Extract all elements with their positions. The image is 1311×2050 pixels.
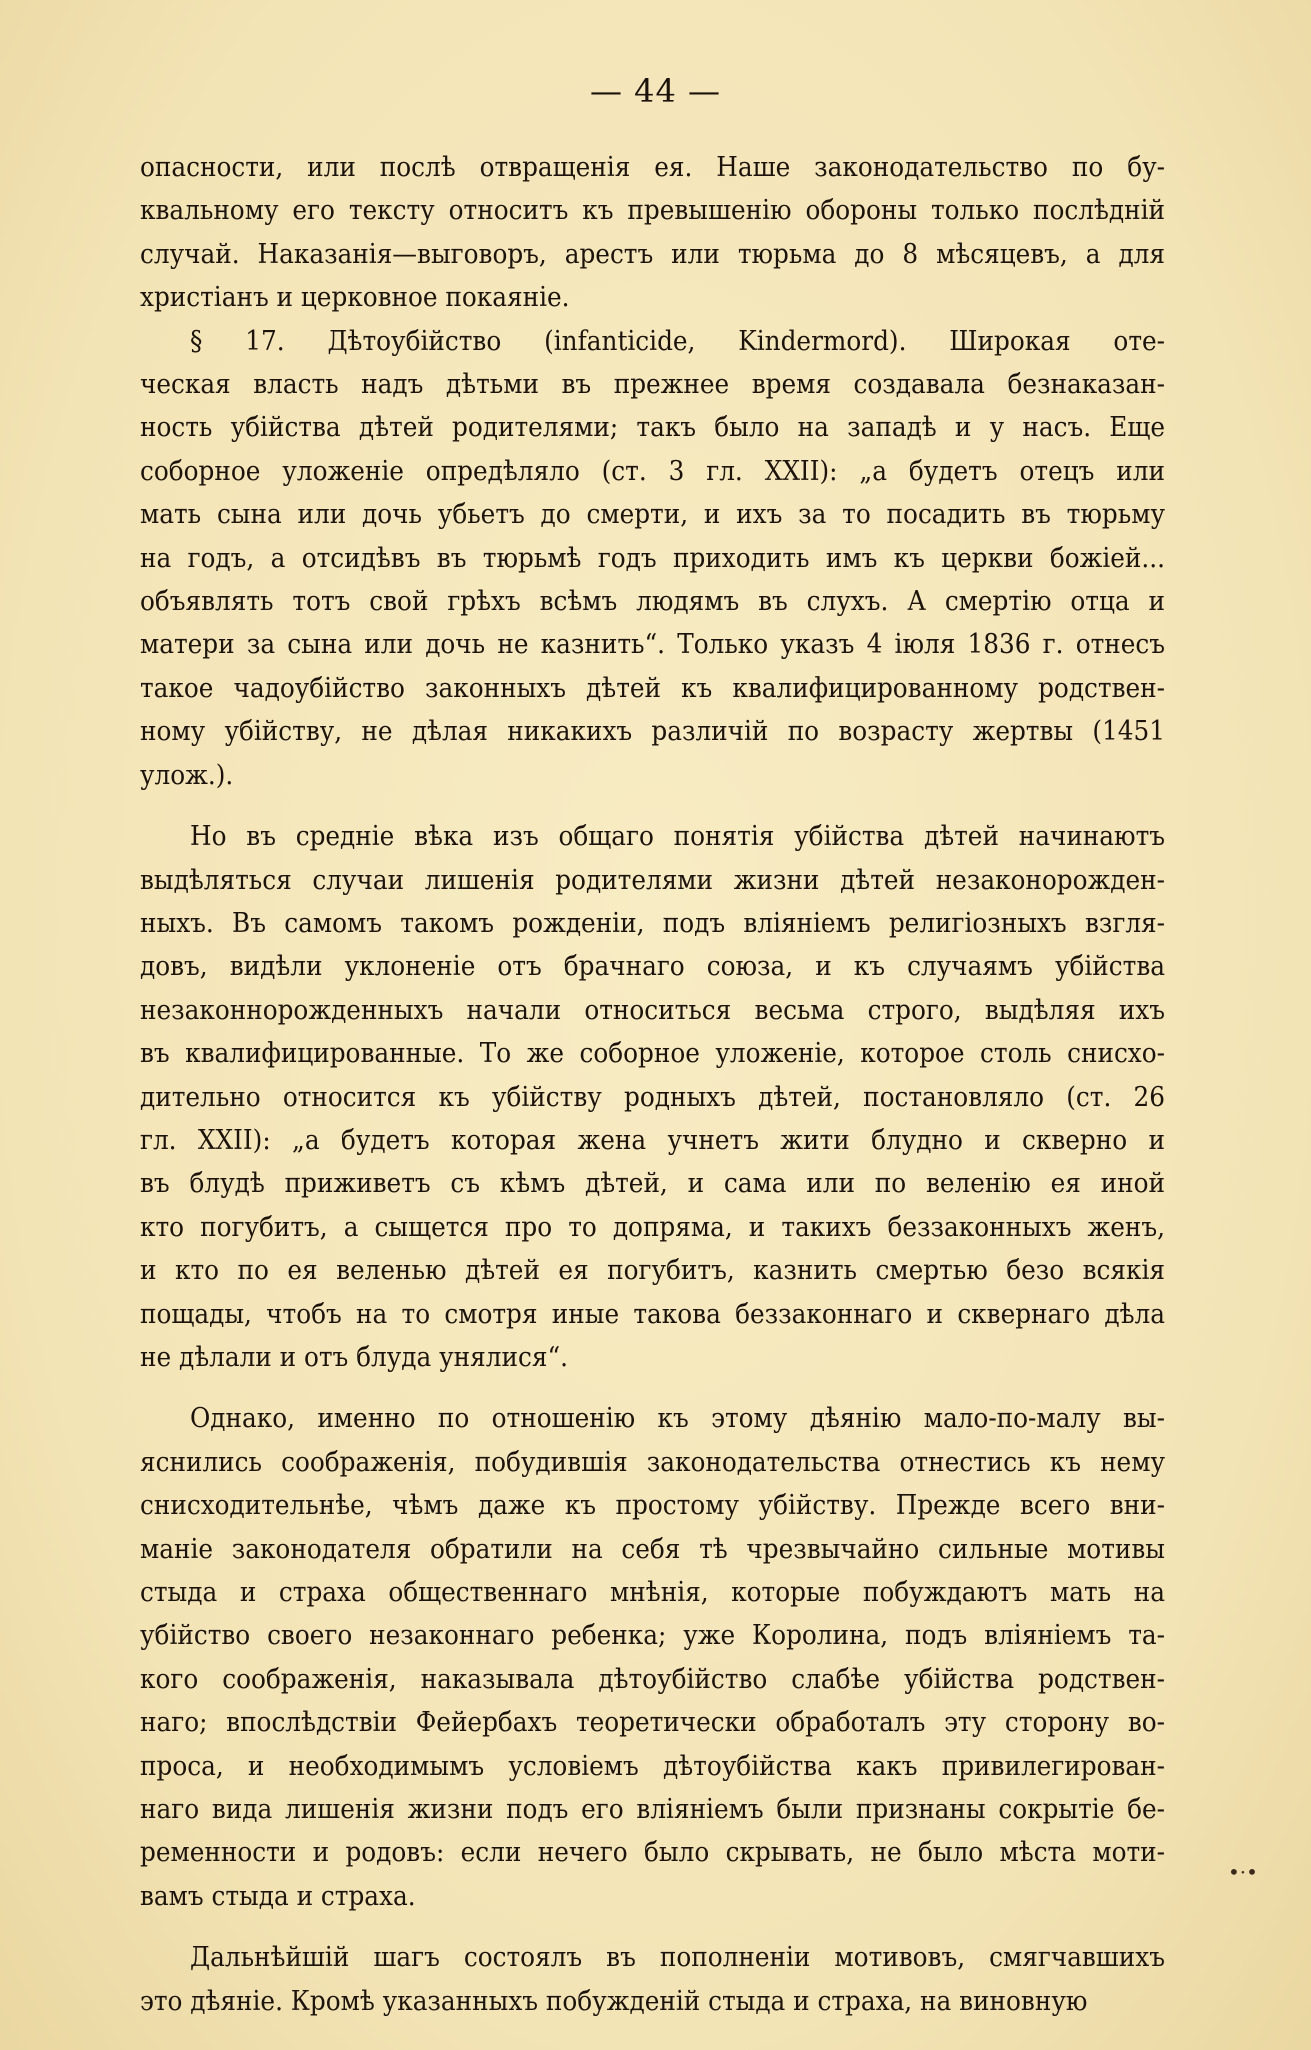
text-line: гл. XXII): „а будетъ которая жена учнетъ жити блудно и скверно и [140, 1123, 1165, 1156]
ink-specks-icon: •·• [1228, 1860, 1258, 1884]
text-line: такое чадоубійство законныхъ дѣтей къ квалифицированному родствен- [140, 671, 1165, 704]
text-line: христіанъ и церковное покаяніе. [140, 281, 570, 314]
body-text [140, 146, 1165, 2023]
text-line: мать сына или дочь убьетъ до смерти, и ихъ за то посадить въ тюрьму [140, 498, 1165, 531]
text-line: случай. Наказанія—выговоръ, арестъ или тюрьма до 8 мѣсяцевъ, а для [140, 237, 1165, 270]
text-line: снисходительнѣе, чѣмъ даже къ простому убійству. Прежде всего вни- [140, 1489, 1165, 1522]
text-line: убійство своего незаконнаго ребенка; уже Королина, подъ вліяніемъ та- [140, 1619, 1165, 1652]
text-line: и кто по ея веленью дѣтей ея погубитъ, казнить смертью безо всякія [140, 1254, 1165, 1287]
text-line: § 17. Дѣтоубійство (infanticide, Kindermord). Широкая оте- [190, 324, 1165, 357]
text-line: ность убійства дѣтей родителями; такъ было на западѣ и у насъ. Еще [140, 411, 1165, 444]
text-line: кого соображенія, наказывала дѣтоубійство слабѣе убійства родствен- [140, 1662, 1165, 1695]
text-line: Однако, именно по отношенію къ этому дѣянію мало-по-малу вы- [190, 1402, 1165, 1435]
text-line: опасности, или послѣ отвращенія ея. Наше законодательство по бу- [140, 151, 1165, 183]
text-line: ременности и родовъ: если нечего было скрывать, не было мѣста моти- [140, 1836, 1165, 1869]
paragraph-p2 [140, 320, 1165, 797]
text-line: ному убійству, не дѣлая никакихъ различій по возрасту жертвы (1451 [140, 715, 1165, 748]
text-line: ческая власть надъ дѣтьми въ прежнее время создавала безнаказан- [140, 368, 1165, 401]
text-line: выдѣляться случаи лишенія родителями жизни дѣтей незаконорожден- [140, 863, 1165, 896]
page-number: — 44 — [589, 72, 722, 110]
text-line: дительно относится къ убійству родныхъ дѣтей, постановляло (ст. 26 [140, 1080, 1165, 1113]
text-line: проса, и необходимымъ условіемъ дѣтоубійства какъ привилегирован- [140, 1749, 1165, 1782]
text-line: яснились соображенія, побудившія законодательства отнестись къ нему [140, 1445, 1165, 1478]
text-line: Но въ средніе вѣка изъ общаго понятія убійства дѣтей начинаютъ [190, 820, 1165, 853]
text-line: пощады, чтобъ на то смотря иные такова беззаконнаго и сквернаго дѣла [140, 1297, 1165, 1330]
paragraph-p3 [140, 815, 1165, 1379]
text-line: кто погубитъ, а сыщется про то допряма, и такихъ беззаконныхъ женъ, [140, 1210, 1165, 1243]
text-line: объявлять тотъ свой грѣхъ всѣмъ людямъ въ слухъ. А смертію отца и [140, 585, 1165, 618]
text-line: матери за сына или дочь не казнить“. Только указъ 4 іюля 1836 г. отнесъ [140, 628, 1165, 661]
text-line: довъ, видѣли уклоненіе отъ брачнаго союза, и къ случаямъ убійства [140, 950, 1165, 983]
text-line: на годъ, а отсидѣвъ въ тюрьмѣ годъ приходить имъ къ церкви божіей... [140, 541, 1165, 574]
text-line: наго; впослѣдствіи Фейербахъ теоретически обработалъ эту сторону во- [140, 1706, 1165, 1739]
text-line: Дальнѣйшій шагъ состоялъ въ пополненіи мотивовъ, смягчавшихъ [190, 1941, 1165, 1974]
text-line: вамъ стыда и страха. [140, 1879, 416, 1912]
text-line: это дѣяніе. Кромѣ указанныхъ побужденій стыда и страха, на виновную [140, 1984, 1088, 2017]
paragraph-p5 [140, 1936, 1165, 2023]
paragraph-p4 [140, 1397, 1165, 1918]
text-line: маніе законодателя обратили на себя тѣ чрезвычайно сильные мотивы [140, 1532, 1165, 1565]
text-line: ныхъ. Въ самомъ такомъ рожденіи, подъ вліяніемъ религіозныхъ взгля- [140, 906, 1165, 939]
text-line: не дѣлали и отъ блуда унялися“. [140, 1340, 568, 1373]
text-line: въ квалифицированные. То же соборное уложеніе, которое столь снисхо- [140, 1037, 1165, 1070]
text-line: наго вида лишенія жизни подъ его вліяніемъ были признаны сокрытіе бе- [140, 1793, 1165, 1826]
text-line: въ блудѣ приживетъ съ кѣмъ дѣтей, и сама или по веленію ея иной [140, 1167, 1165, 1200]
text-line: незаконнорожденныхъ начали относиться весьма строго, выдѣляя ихъ [140, 993, 1165, 1026]
text-line: соборное уложеніе опредѣляло (ст. 3 гл. XXII): „а будетъ отецъ или [140, 454, 1165, 487]
text-line: квальному его тексту относитъ къ превышенію обороны только послѣдній [140, 194, 1165, 227]
text-line: стыда и страха общественнаго мнѣнія, которые побуждаютъ мать на [140, 1576, 1165, 1608]
text-line: улож.). [140, 758, 234, 791]
paragraph-p1 [140, 146, 1165, 320]
